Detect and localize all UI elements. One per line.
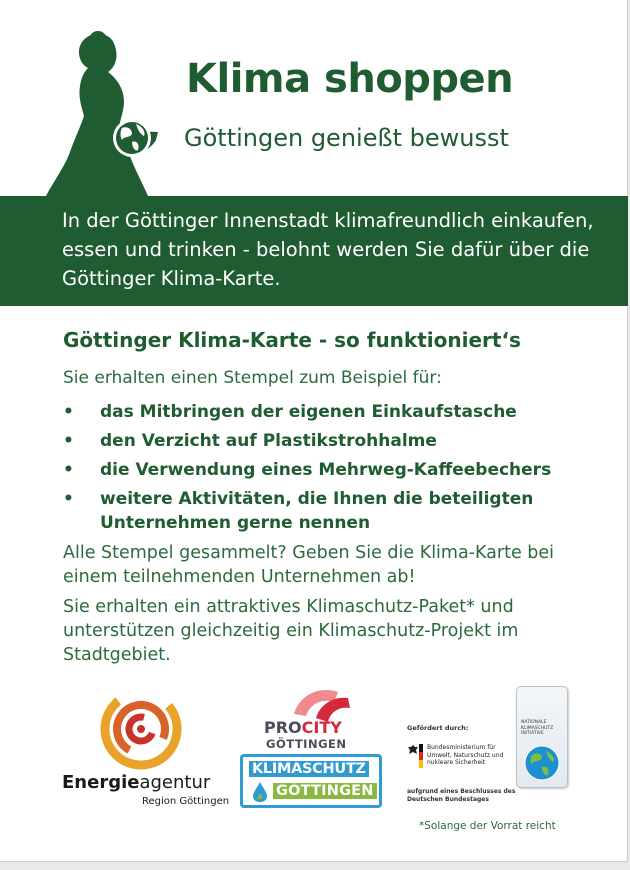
energy-swirl-icon (96, 684, 186, 774)
bullet-icon: • (63, 402, 74, 422)
klimaschutz-line1: KLIMASCHUTZ (249, 761, 369, 777)
klimaschutz-line2: GÖTTINGEN (273, 783, 377, 799)
list-item-text: weitere Aktivitäten, die Ihnen die beteiligten Unternehmen gerne nennen (100, 489, 534, 533)
nki-logo (516, 686, 568, 788)
intro-banner (0, 196, 628, 306)
bullet-icon: • (63, 489, 74, 509)
list-item (63, 400, 583, 424)
list-item-text: die Verwendung eines Mehrweg-Kaffeebechers (100, 460, 552, 480)
procity-subtitle: GÖTTINGEN (266, 737, 347, 751)
section-heading: Göttinger Klima-Karte - so funktioniert‘s (63, 328, 521, 352)
page-subtitle: Göttingen genießt bewusst (184, 124, 509, 152)
energieagentur-region: Region Göttingen (142, 796, 230, 807)
german-flag-icon (419, 744, 423, 768)
procity-logo (238, 684, 388, 814)
federal-eagle-icon (407, 744, 419, 756)
water-drop-icon (251, 781, 269, 803)
bullet-icon: • (63, 460, 74, 480)
bmu-ministry-name: Bundesministerium für Umwelt, Naturschutz und nukleare Sicherheit (427, 744, 504, 766)
bullet-icon: • (63, 431, 74, 451)
bullet-list (63, 400, 583, 540)
list-item-text: den Verzicht auf Plastikstrohhalme (100, 431, 437, 451)
footnote: *Solange der Vorrat reicht (419, 820, 556, 832)
bmu-funded-label: Gefördert durch: (407, 724, 469, 732)
klimaschutz-logo (240, 754, 382, 808)
banner-text: In der Göttinger Innenstadt klimafreundlich einkaufen, essen und trinken - belohnt werden Sie dafür über die Göttinger Klima-Karte. (62, 209, 594, 290)
energieagentur-wordmark: Energieagentur (62, 772, 211, 793)
reward-paragraph: Sie erhalten ein attraktives Klimaschutz-Paket* und unterstützen gleichzeitig ein Klimaschutz-Projekt im Stadtgebiet. (63, 597, 519, 665)
list-item (63, 487, 583, 535)
collect-paragraph: Alle Stempel gesammelt? Geben Sie die Klima-Karte bei einem teilnehmenden Unternehmen ab! (63, 543, 555, 587)
earth-globe-icon (522, 743, 562, 783)
page-title: Klima shoppen (186, 56, 514, 102)
nki-label: NATIONALE KLIMASCHUTZ INITIATIVE (521, 720, 554, 736)
list-item (63, 429, 583, 453)
list-item (63, 458, 583, 482)
procity-wordmark: PROCITY (264, 718, 342, 737)
intro-text: Sie erhalten einen Stempel zum Beispiel für: (63, 368, 442, 388)
woman-holding-globe-icon (40, 28, 170, 198)
bmu-logo (405, 724, 515, 814)
list-item-text: das Mitbringen der eigenen Einkaufstasche (100, 402, 517, 422)
bmu-decision-text: aufgrund eines Beschlusses des Deutschen Bundestages (407, 788, 516, 803)
energieagentur-logo (58, 684, 228, 814)
